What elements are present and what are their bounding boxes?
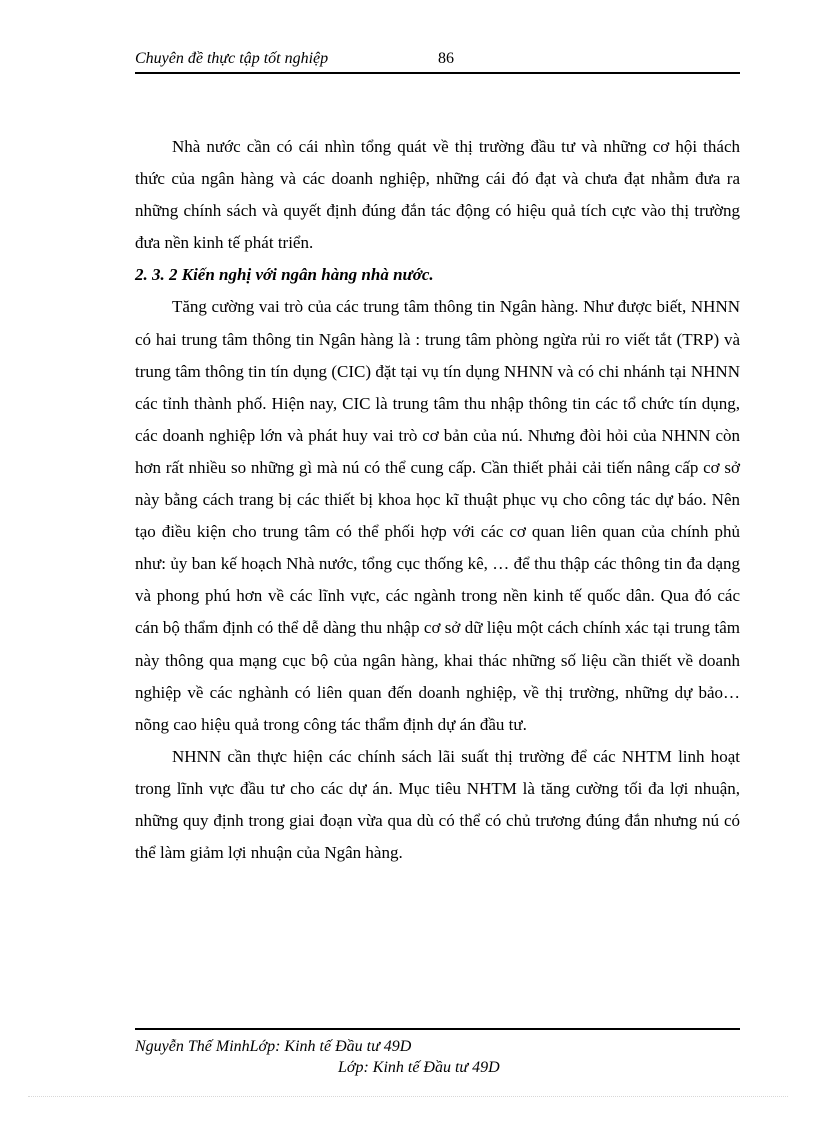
header-title: Chuyên đề thực tập tốt nghiệp [135, 50, 329, 67]
footer-author-line: Nguyễn Thế MinhLớp: Kinh tế Đầu tư 49D [135, 1038, 412, 1055]
page-header [135, 48, 740, 74]
bottom-divider [28, 1096, 788, 1097]
footer-class-line: Lớp: Kinh tế Đầu tư 49D [338, 1059, 500, 1076]
page-body [135, 131, 740, 869]
section-heading: 2. 3. 2 Kiến nghị với ngân hàng nhà nước. [135, 265, 434, 285]
paragraph-state-overview: Nhà nước cần có cái nhìn tổng quát về thị trường đầu tư và những cơ hội thách thức của ngân hàng và các doanh nghiệp, những cái đó đạt và chưa đạt nhằm đưa ra những chính sách và quyết định đúng đắn tác động có hiệu quả tích cực vào thị trường đưa nền kinh tế phát triển. [135, 137, 740, 253]
paragraph-information-centers: Tăng cường vai trò của các trung tâm thông tin Ngân hàng. Như được biết, NHNN có hai trung tâm thông tin Ngân hàng là : trung tâm phòng ngừa rủi ro viết tắt (TRP) và trung tâm thông tin tín dụng (CIC) đặt tại vụ tín dụng NHNN và có chi nhánh tại NHNN các tỉnh thành phố. Hiện nay, CIC là trung tâm thu nhập thông tin các tổ chức tín dụng, các doanh nghiệp lớn và phát huy vai trò cơ bản của nú. Nhưng đòi hỏi của NHNN còn hơn rất nhiều so những gì mà nú có thể cung cấp. Cần thiết phải cải tiến nâng cấp cơ sở này bằng cách trang bị các thiết bị khoa học kĩ thuật phục vụ cho công tác dự báo. Nên tạo điều kiện cho trung tâm có thể phối hợp với các cơ quan liên quan của chính phủ như: ủy ban kế hoạch Nhà nước, tổng cục thống kê, … để thu thập các thông tin đa dạng và phong phú hơn về các lĩnh vực, các ngành trong nền kinh tế quốc dân. Qua đó các cán bộ thẩm định có thể dễ dàng thu nhập cơ sở dữ liệu một cách chính xác tại trung tâm này thông qua mạng cục bộ của ngân hàng, khai thác những số liệu cần thiết về doanh nghiệp về các nghành có liên quan đến doanh nghiệp, về thị trường, những dự bảo…nõng cao hiệu quả trong công tác thẩm định dự án đầu tư. [135, 297, 740, 734]
page-number: 86 [438, 50, 454, 67]
page-footer [135, 1028, 740, 1078]
paragraph-interest-policy: NHNN cần thực hiện các chính sách lãi suất thị trường để các NHTM linh hoạt trong lĩnh vực đầu tư cho các dự án. Mục tiêu NHTM là tăng cường tối đa lợi nhuận, những quy định trong giai đoạn vừa qua dù có thể có chủ trương đúng đắn nhưng nú có thể làm giảm lợi nhuận của Ngân hàng. [135, 746, 740, 863]
